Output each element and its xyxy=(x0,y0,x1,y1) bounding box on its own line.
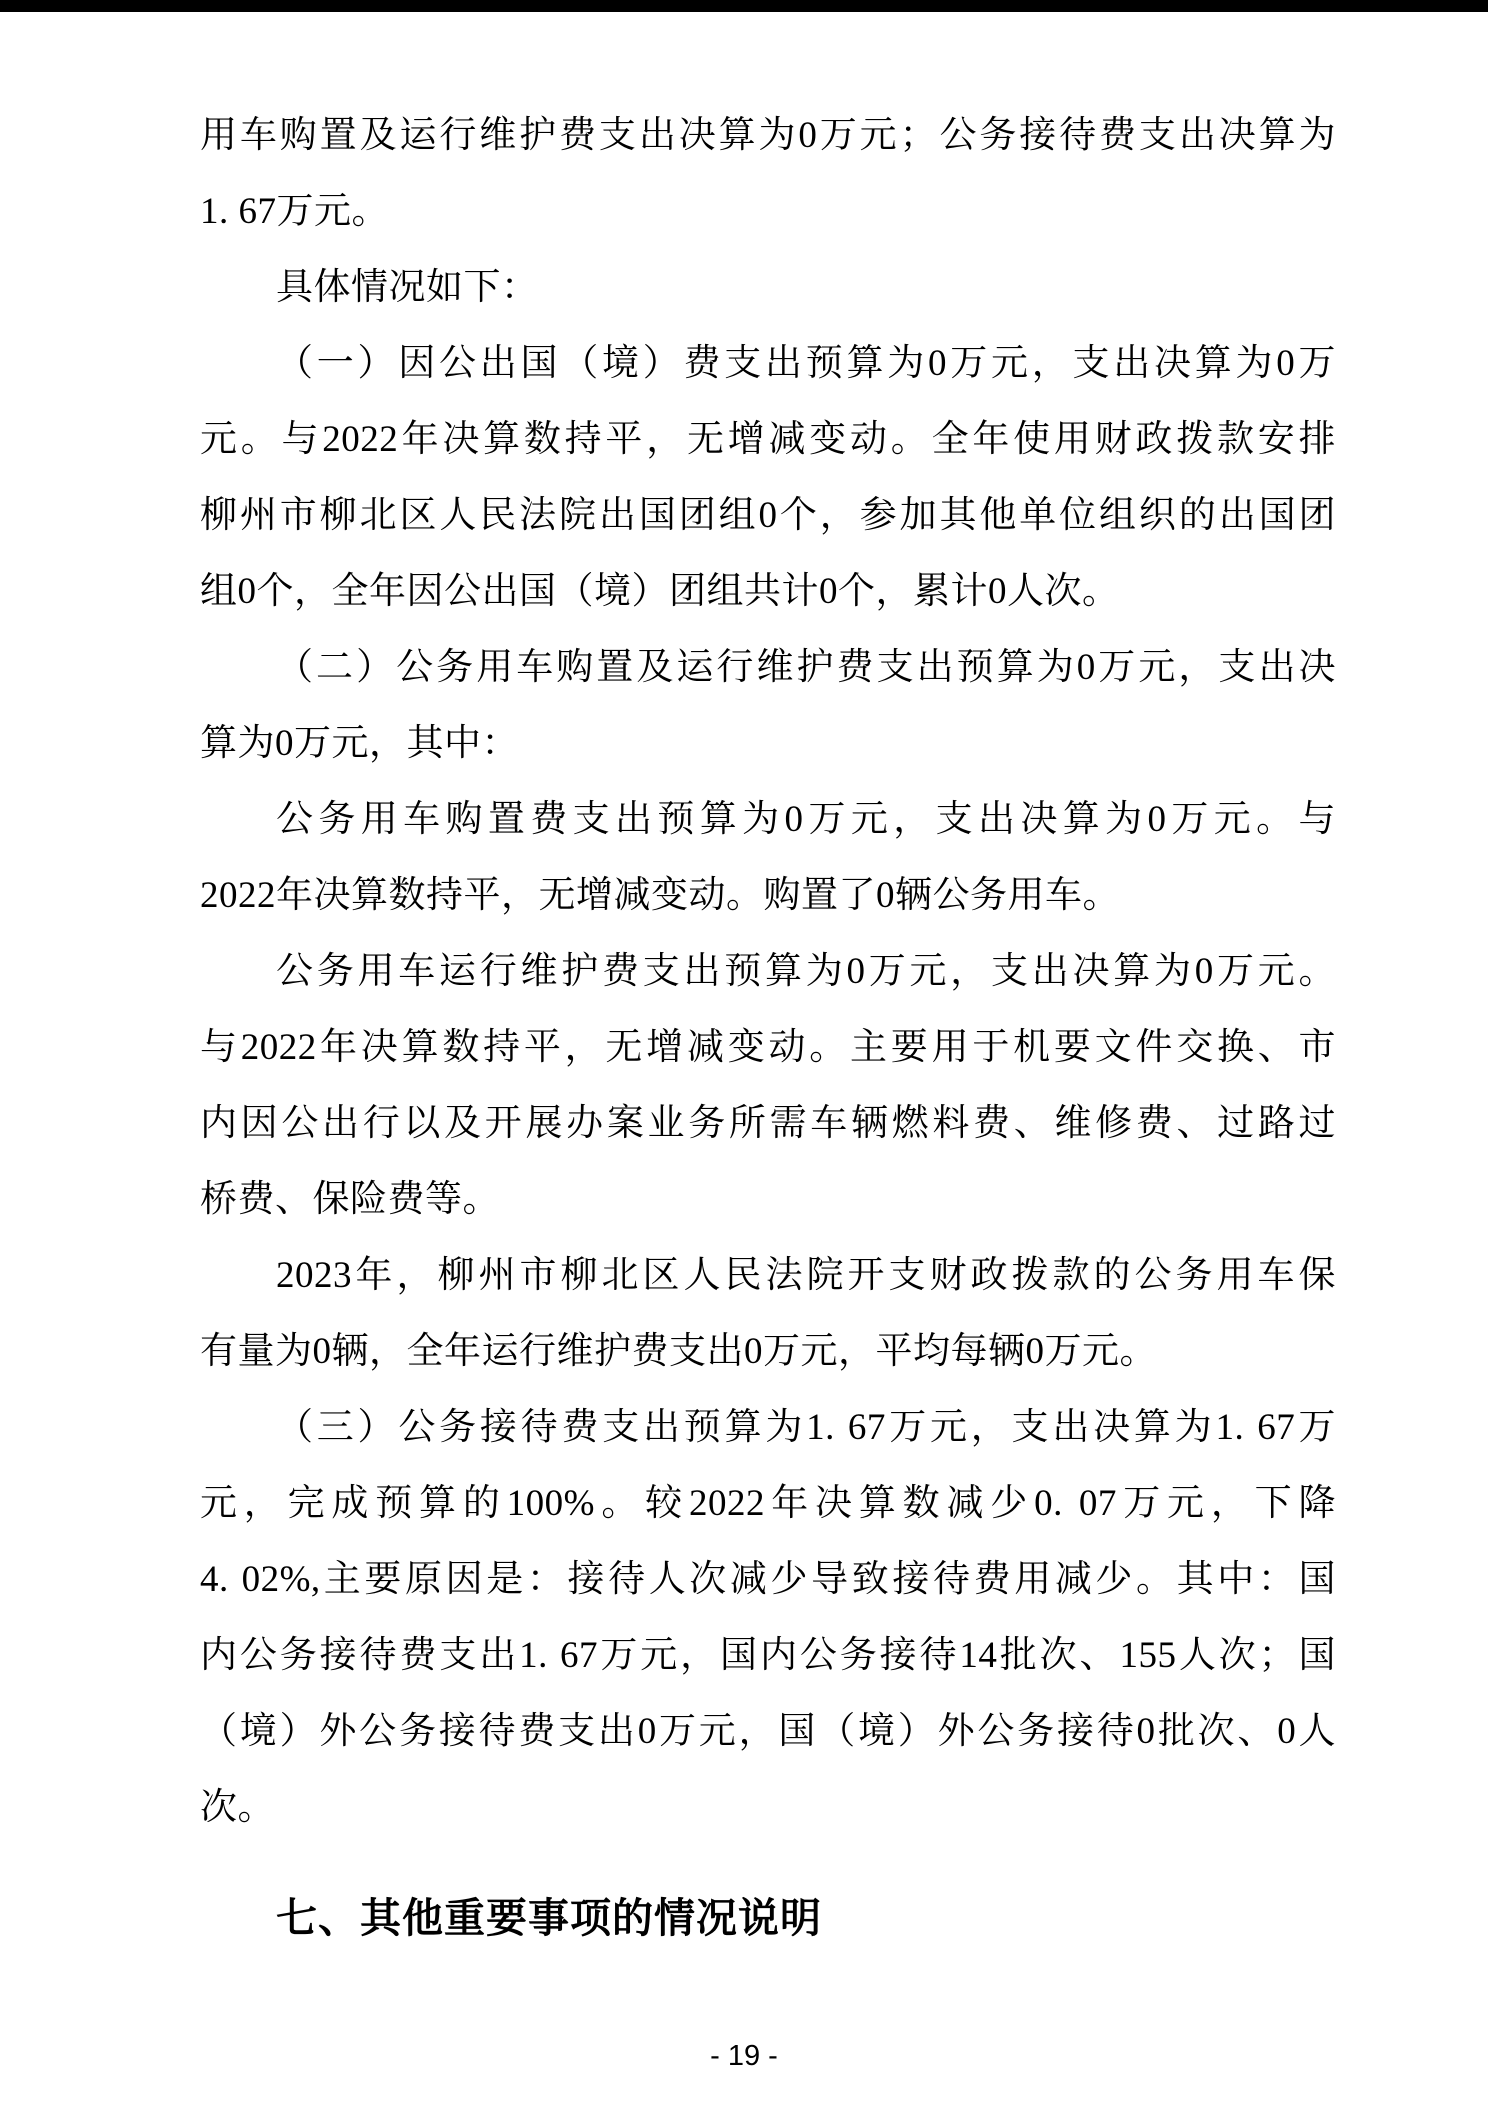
text-line: （一）因公出国（境）费支出预算为0万元，支出决算为0万 xyxy=(276,343,1336,384)
text-line: （二）公务用车购置及运行维护费支出预算为0万元，支出决 xyxy=(276,647,1336,688)
text-line: 2022年决算数持平，无增减变动。购置了0辆公务用车。 xyxy=(200,875,1120,916)
text-line: 2023年，柳州市柳北区人民法院开支财政拨款的公务用车保 xyxy=(276,1255,1336,1296)
text-line: 公务用车运行维护费支出预算为0万元，支出决算为0万元。 xyxy=(276,951,1336,992)
text-line: 柳州市柳北区人民法院出国团组0个，参加其他单位组织的出国团 xyxy=(200,495,1336,536)
scan-artifact-bar xyxy=(0,0,1488,12)
text-line: （三）公务接待费支出预算为1. 67万元，支出决算为1. 67万 xyxy=(276,1407,1336,1448)
text-line: （境）外公务接待费支出0万元，国（境）外公务接待0批次、0人 xyxy=(200,1711,1336,1752)
text-line: 元。与2022年决算数持平，无增减变动。全年使用财政拨款安排 xyxy=(200,419,1336,460)
text-line: 算为0万元，其中： xyxy=(200,723,519,764)
text-line: 用车购置及运行维护费支出决算为0万元；公务接待费支出决算为 xyxy=(200,115,1336,156)
text-line: 组0个，全年因公出国（境）团组共计0个，累计0人次。 xyxy=(200,571,1120,612)
section-heading: 七、其他重要事项的情况说明 xyxy=(276,1895,822,1941)
text-line: 元，完成预算的100%。较2022年决算数减少0. 07万元，下降 xyxy=(200,1483,1336,1524)
page-number: - 19 - xyxy=(710,2040,778,2072)
text-line: 内公务接待费支出1. 67万元，国内公务接待14批次、155人次；国 xyxy=(200,1635,1336,1676)
document-body xyxy=(200,98,1336,1956)
text-line: 内因公出行以及开展办案业务所需车辆燃料费、维修费、过路过 xyxy=(200,1103,1336,1144)
text-line: 公务用车购置费支出预算为0万元，支出决算为0万元。与 xyxy=(276,799,1336,840)
text-line: 4. 02%,主要原因是：接待人次减少导致接待费用减少。其中：国 xyxy=(200,1559,1336,1600)
text-line: 次。 xyxy=(200,1787,275,1828)
text-line: 具体情况如下： xyxy=(276,267,539,308)
text-line: 1. 67万元。 xyxy=(200,191,389,232)
text-line: 桥费、保险费等。 xyxy=(200,1179,500,1220)
text-line: 与2022年决算数持平，无增减变动。主要用于机要文件交换、市 xyxy=(200,1027,1336,1068)
text-line: 有量为0辆，全年运行维护费支出0万元，平均每辆0万元。 xyxy=(200,1331,1157,1372)
